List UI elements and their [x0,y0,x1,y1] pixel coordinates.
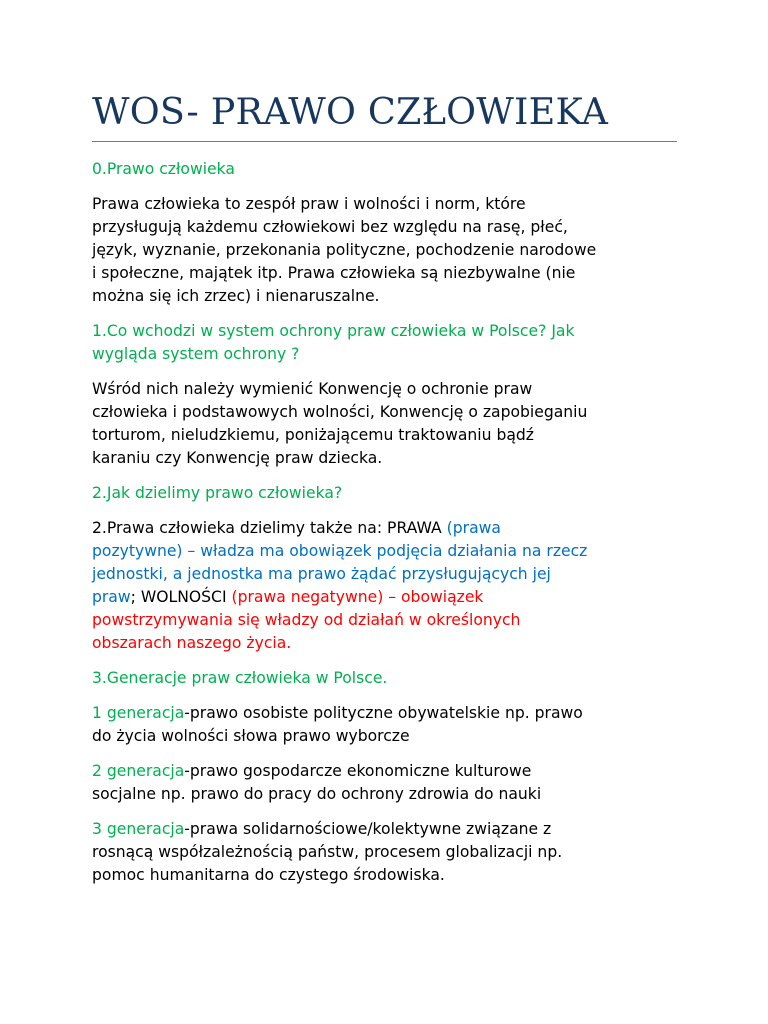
paragraph-line [92,702,677,725]
paragraph-line: karaniu czy Konwencję praw dziecka. [92,449,383,467]
document-page [92,0,677,887]
generation-3-text: pomoc humanitarna do czystego środowiska. [92,866,445,884]
title-underline [92,141,677,142]
freedoms-label-text: ; WOLNOŚCI [130,588,232,606]
section-2-heading: 2.Jak dzielimy prawo człowieka? [92,484,343,502]
paragraph-line [92,586,677,609]
generation-2-text: socjalne np. prawo do pracy do ochrony zdrowia do nauki [92,785,542,803]
section-1-paragraph [92,378,677,470]
paragraph-line [92,517,677,540]
section-2-paragraph [92,517,677,655]
positive-rights-text: praw [92,588,131,606]
generation-3-label: 3 generacja [92,820,185,838]
paragraph-line: język, wyznanie, przekonania polityczne, pochodzenie narodowe [92,241,597,259]
paragraph-line [92,760,677,783]
section-1-heading [92,320,677,366]
generation-3-text: rosnącą współzależnością państw, procesem globalizacji np. [92,843,563,861]
paragraph-line: Wśród nich należy wymienić Konwencję o ochronie praw [92,380,533,398]
section-0-paragraph [92,193,677,308]
heading-line: wygląda system ochrony ? [92,345,300,363]
paragraph-line [92,818,677,841]
generation-1-text: do życia wolności słowa prawo wyborcze [92,727,410,745]
generation-1-text: -prawo osobiste polityczne obywatelskie np. prawo [184,704,583,722]
positive-rights-text: jednostki, a jednostka ma prawo żądać przysługujących jej [92,565,551,583]
paragraph-line: przysługują każdemu człowiekowi bez względu na rasę, płeć, [92,218,568,236]
generation-1-label: 1 generacja [92,704,185,722]
negative-rights-text: obszarach naszego życia. [92,634,292,652]
positive-rights-text: (prawa [446,519,501,537]
negative-rights-text: powstrzymywania się władzy od działań w określonych [92,611,521,629]
paragraph-line: i społeczne, majątek itp. Prawa człowieka są niezbywalne (nie [92,264,576,282]
heading-line: 1.Co wchodzi w system ochrony praw człowieka w Polsce? Jak [92,322,575,340]
document-title: WOS- PRAWO CZŁOWIEKA [92,90,609,133]
paragraph-line: człowieka i podstawowych wolności, Konwencję o zapobieganiu [92,403,588,421]
section-0-heading: 0.Prawo człowieka [92,160,235,178]
negative-rights-text: (prawa negatywne) – obowiązek [231,588,484,606]
generation-2-text: -prawo gospodarcze ekonomiczne kulturowe [184,762,532,780]
paragraph-line: można się ich zrzec) i nienaruszalne. [92,287,380,305]
paragraph-line: torturom, nieludzkiemu, poniżającemu traktowaniu bądź [92,426,534,444]
generation-3-paragraph [92,818,677,887]
generation-2-label: 2 generacja [92,762,185,780]
section-3-heading: 3.Generacje praw człowieka w Polsce. [92,669,388,687]
positive-rights-text: pozytywne) – władza ma obowiązek podjęcia działania na rzecz [92,542,588,560]
rights-intro-text: 2.Prawa człowieka dzielimy także na: PRAWA [92,519,447,537]
generation-3-text: -prawa solidarnościowe/kolektywne związane z [184,820,552,838]
paragraph-line: Prawa człowieka to zespół praw i wolności i norm, które [92,195,526,213]
generation-2-paragraph [92,760,677,806]
generation-1-paragraph [92,702,677,748]
